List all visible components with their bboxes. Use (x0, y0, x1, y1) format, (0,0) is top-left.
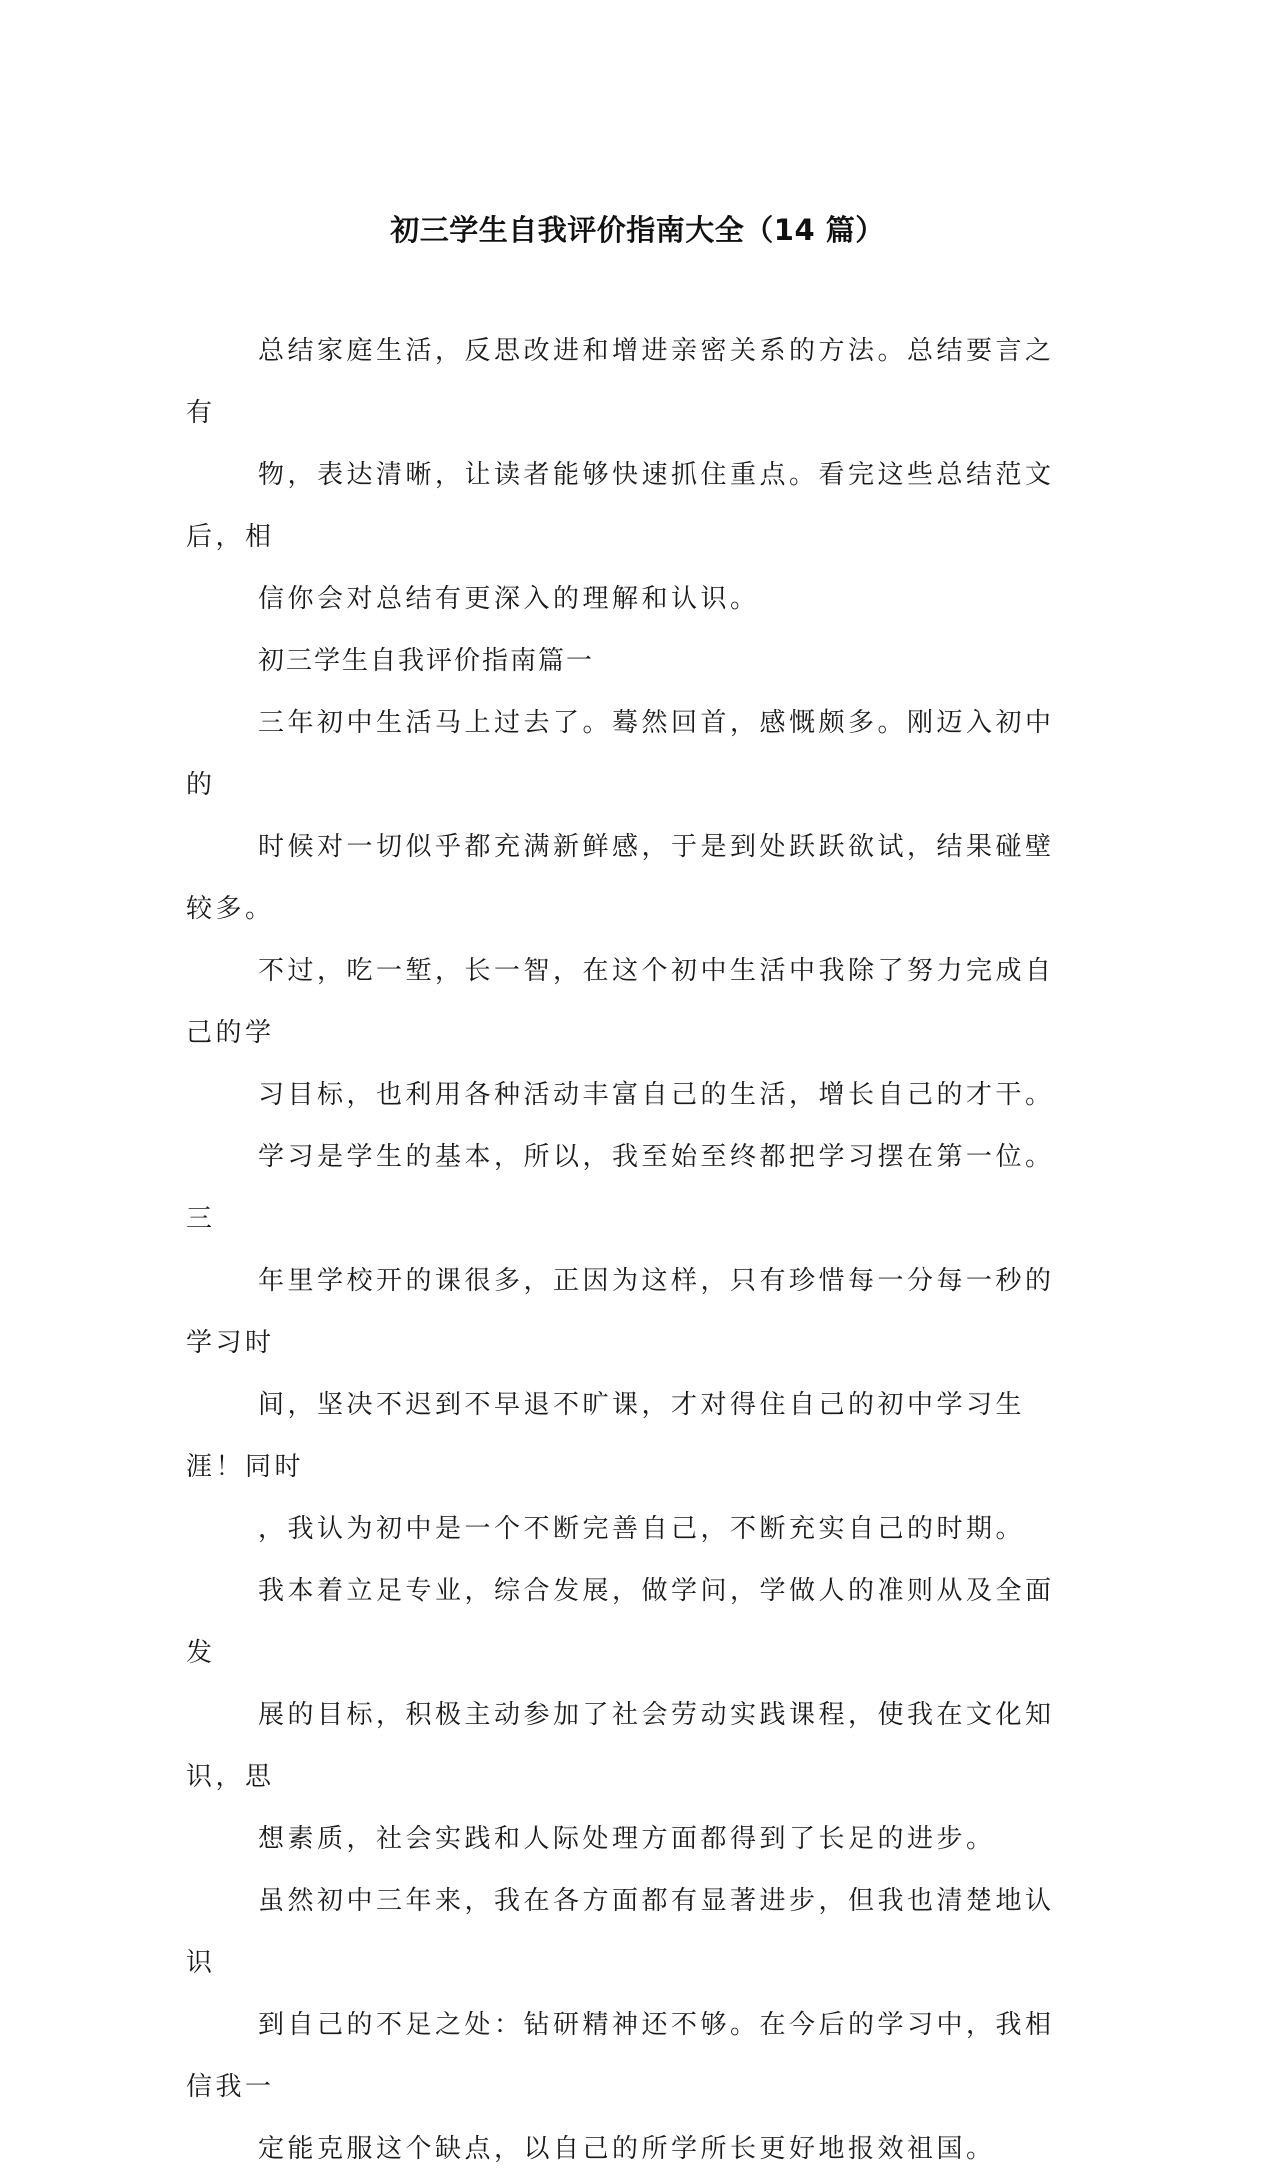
text-line: 习目标，也利用各种活动丰富自己的生活，增长自己的才干。 (258, 1080, 1055, 1110)
text-line: 学习是学生的基本，所以，我至始至终都把学习摆在第一位。三 (186, 1142, 1055, 1234)
text-line: 定能克服这个缺点，以自己的所学所长更好地报效祖国。 (258, 2134, 996, 2164)
text-line: 我本着立足专业，综合发展，做学问，学做人的准则从及全面发 (186, 1576, 1055, 1668)
text-line: 虽然初中三年来，我在各方面都有显著进步，但我也清楚地认识 (186, 1886, 1055, 1978)
paragraph-4 (186, 1870, 1062, 2180)
paragraph-2 (186, 1126, 1062, 1560)
text-line: 年里学校开的课很多，正因为这样，只有珍惜每一分每一秒的学习时 (186, 1266, 1055, 1358)
text-line: 展的目标，积极主动参加了社会劳动实践课程，使我在文化知识，思 (186, 1700, 1055, 1792)
document-body (186, 320, 1062, 2180)
text-line: 间，坚决不迟到不早退不旷课，才对得住自己的初中学习生涯！同时 (186, 1390, 1026, 1482)
section-heading (186, 630, 1062, 692)
text-line: ，我认为初中是一个不断完善自己，不断充实自己的时期。 (258, 1514, 1026, 1544)
text-line: 不过，吃一堑，长一智，在这个初中生活中我除了努力完成自己的学 (186, 956, 1055, 1048)
text-line: 到自己的不足之处：钻研精神还不够。在今后的学习中，我相信我一 (186, 2010, 1055, 2102)
paragraph-3 (186, 1560, 1062, 1870)
paragraph-1 (186, 692, 1062, 1126)
text-line: 物，表达清晰，让读者能够快速抓住重点。看完这些总结范文后，相 (186, 460, 1055, 552)
document-title: 初三学生自我评价指南大全（14 篇） (390, 213, 885, 247)
text-line: 时候对一切似乎都充满新鲜感，于是到处跃跃欲试，结果碰壁较多。 (186, 832, 1055, 924)
text-line: 信你会对总结有更深入的理解和认识。 (258, 584, 760, 614)
paragraph-intro (186, 320, 1062, 630)
section-heading-text: 初三学生自我评价指南篇一 (258, 646, 595, 676)
text-line: 想素质，社会实践和人际处理方面都得到了长足的进步。 (258, 1824, 996, 1854)
text-line: 总结家庭生活，反思改进和增进亲密关系的方法。总结要言之有 (186, 336, 1055, 428)
text-line: 三年初中生活马上过去了。蓦然回首，感慨颇多。刚迈入初中的 (186, 708, 1055, 800)
